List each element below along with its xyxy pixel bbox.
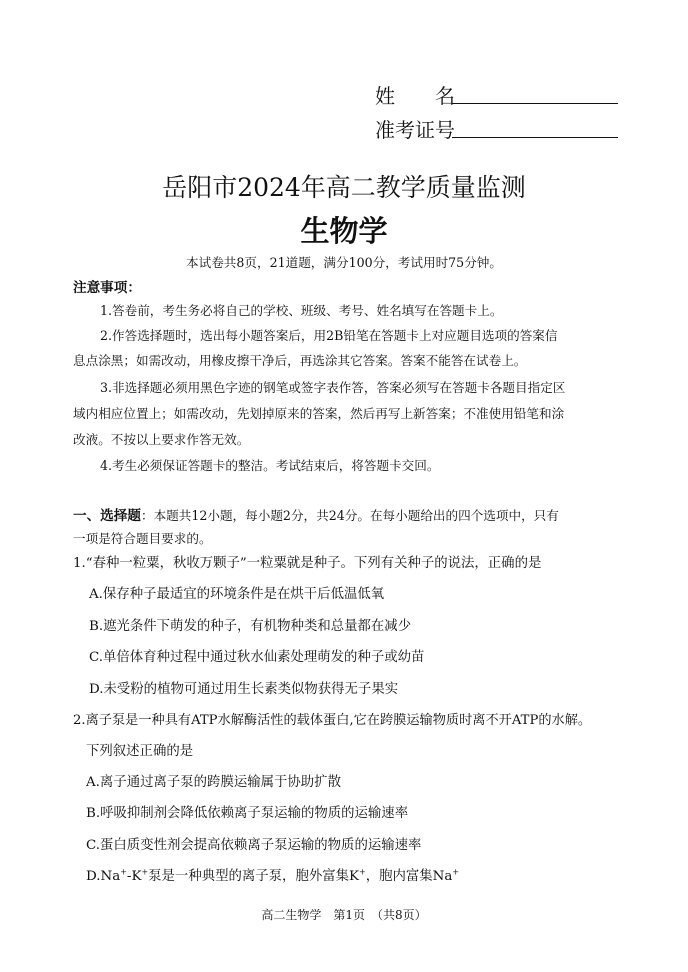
exam-info: 本试卷共8页，21道题，满分100分，考试用时75分钟。	[186, 255, 502, 270]
q1-option-c: C.单倍体育种过程中通过秋水仙素处理萌发的种子或幼苗	[89, 650, 425, 665]
q2-option-d-sup1: +	[120, 867, 127, 877]
section-heading-line	[73, 504, 559, 524]
section-heading: 一、选择题	[73, 508, 141, 524]
q2-option-d	[86, 865, 459, 884]
q2-option-d-sup4: +	[452, 867, 460, 877]
notice-item-2-cont: 息点涂黑；如需改动，用橡皮擦干净后，再选涂其它答案。答案不能答在试卷上。	[73, 353, 527, 368]
q2-option-b: B.呼吸抑制剂会降低依赖离子泵运输的物质的运输速率	[86, 806, 409, 821]
exam-id-label: 准考证号	[375, 118, 455, 142]
exam-title: 岳阳市2024年高二教学质量监测	[162, 173, 526, 202]
section-desc: ：本题共12小题，每小题2分，共24分。在每小题给出的四个选项中，只有	[140, 508, 559, 523]
notice-item-4: 4.考生必须保证答题卡的整洁。考试结束后，将答题卡交回。	[100, 458, 440, 473]
q2-option-d-part1: D.Na	[86, 869, 121, 884]
exam-id-underline	[452, 137, 618, 138]
q1-option-d: D.未受粉的植物可通过用生长素类似物获得无子果实	[89, 682, 399, 697]
notice-item-3-cont2: 改液。不按以上要求作答无效。	[73, 432, 250, 447]
q2-stem: 2.离子泵是一种具有ATP水解酶活性的载体蛋白,它在跨膜运输物质时离不开ATP的水解。	[73, 713, 592, 728]
q2-option-a: A.离子通过离子泵的跨膜运输属于协助扩散	[86, 775, 341, 790]
q1-option-a: A.保存种子最适宜的环境条件是在烘干后低温低氧	[89, 587, 385, 602]
q1-stem: 1.“春种一粒粟，秋收万颗子”一粒粟就是种子。下列有关种子的说法，正确的是	[73, 556, 542, 571]
q2-option-d-part3: 泵是一种典型的离子泵，胞外富集K	[148, 869, 360, 884]
q2-option-c: C.蛋白质变性剂会提高依赖离子泵运输的物质的运输速率	[86, 838, 422, 853]
name-label: 姓 名	[375, 84, 455, 108]
section-desc-cont: 一项是符合题目要求的。	[73, 531, 212, 546]
q2-option-d-part4: ，胞内富集Na	[365, 869, 453, 884]
name-underline	[452, 103, 618, 104]
q1-option-b: B.遮光条件下萌发的种子，有机物种类和总量都在减少	[89, 619, 412, 634]
notice-item-3-cont: 域内相应位置上；如需改动，先划掉原来的答案，然后再写上新答案；不准使用铅笔和涂	[73, 406, 565, 421]
q2-option-d-sup3: +	[359, 867, 366, 877]
q2-option-d-part2: -K	[126, 869, 142, 884]
notice-item-3: 3.非选择题必须用黑色字迹的钢笔或签字表作答，答案必须写在答题卡各题目指定区	[100, 380, 566, 395]
notice-item-2: 2.作答选择题时，选出每小题答案后，用2B铅笔在答题卡上对应题目选项的答案信	[100, 328, 558, 343]
notice-item-1: 1.答卷前，考生务必将自己的学校、班级、考号、姓名填写在答题卡上。	[100, 303, 503, 318]
q2-option-d-sup2: +	[141, 867, 149, 877]
page-footer: 高二生物学 第1页 （共8页）	[261, 908, 427, 922]
q2-stem-cont: 下列叙述正确的是	[86, 744, 194, 759]
subject-title: 生物学	[300, 214, 388, 248]
notice-heading: 注意事项：	[73, 280, 141, 296]
